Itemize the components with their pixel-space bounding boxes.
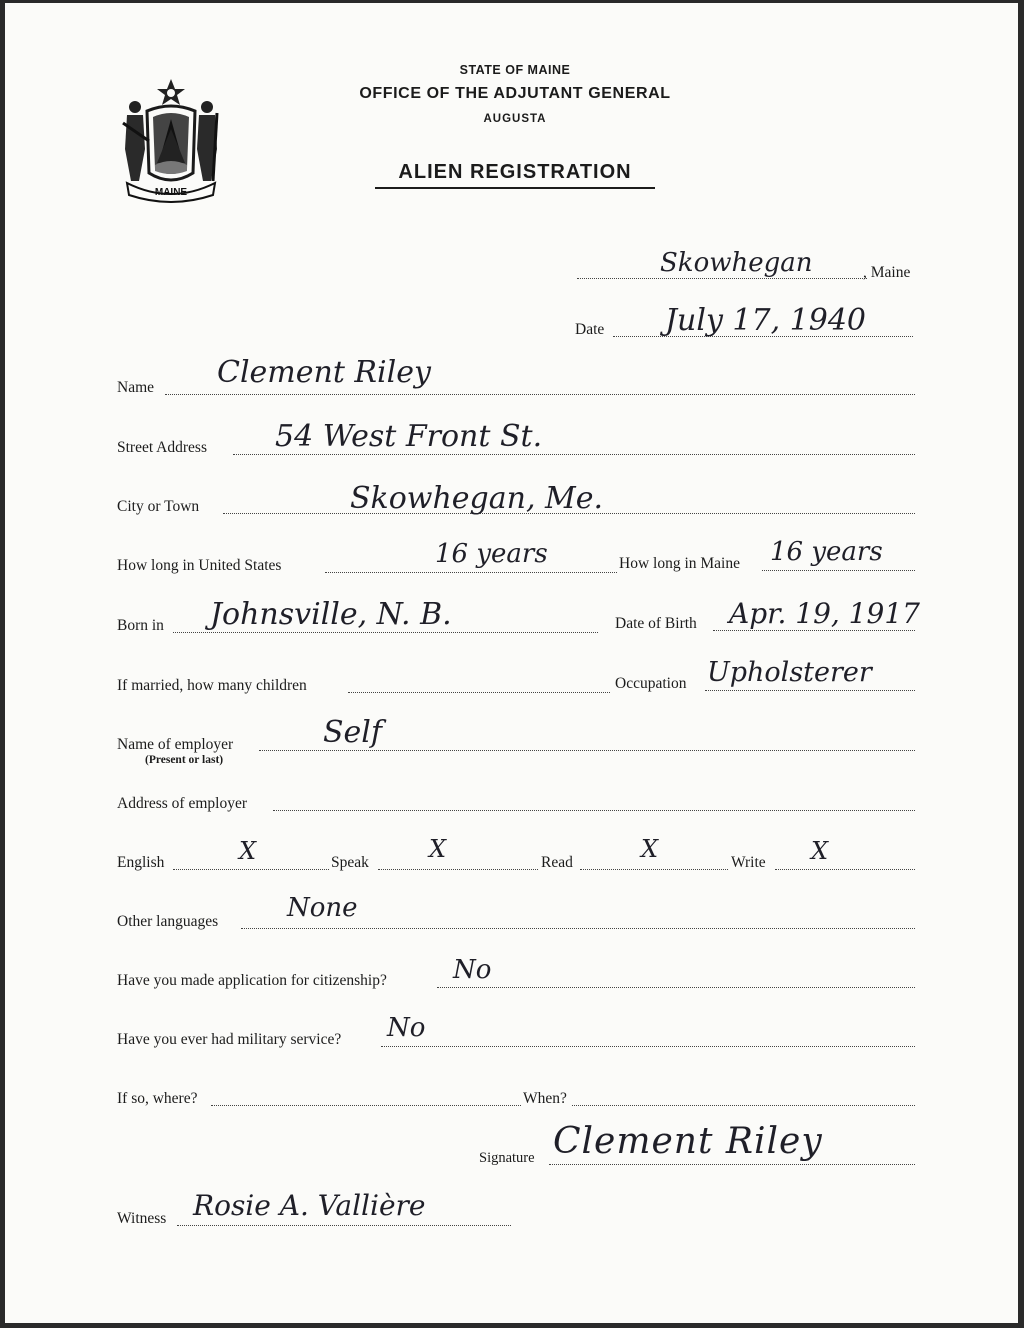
military-field[interactable]: No [387,1013,426,1043]
when-dotted-line [572,1105,915,1106]
witness-dotted-line [177,1225,511,1226]
dob-field[interactable]: Apr. 19, 1917 [729,597,920,630]
name-field[interactable]: Clement Riley [217,355,431,390]
place-dotted-line [577,278,867,279]
employer-sublabel: (Present or last) [145,754,224,766]
name-dotted-line [165,394,915,395]
title-underline [375,187,655,189]
form-title: ALIEN REGISTRATION [398,161,632,183]
read-label: Read [541,854,573,871]
military-dotted-line [381,1046,915,1047]
place-field[interactable]: Skowhegan [660,248,813,278]
other-languages-field[interactable]: None [287,893,358,923]
english-dotted-line [173,869,329,870]
how-long-us-field[interactable]: 16 years [435,539,548,569]
city-field[interactable]: Skowhegan, Me. [350,481,604,516]
speak-field[interactable]: X [429,835,447,863]
other-languages-label: Other languages [117,913,219,930]
write-dotted-line [775,869,915,870]
speak-dotted-line [378,869,538,870]
seal-banner-text: MAINE [154,187,188,198]
read-dotted-line [580,869,728,870]
born-label: Born in [117,617,164,634]
write-label: Write [731,854,766,871]
dob-dotted-line [713,630,915,631]
born-dotted-line [173,632,598,633]
how-long-maine-dotted-line [762,570,915,571]
name-label: Name [117,379,155,396]
where-dotted-line [211,1105,521,1106]
employer-label: Name of employer [117,736,234,753]
street-label: Street Address [117,439,207,456]
header-state: STATE OF MAINE [459,63,571,77]
witness-label: Witness [117,1210,167,1227]
occupation-label: Occupation [615,675,687,692]
speak-label: Speak [331,854,369,871]
registration-form-page [5,3,1018,1323]
city-label: City or Town [117,498,200,515]
street-dotted-line [233,454,915,455]
occupation-field[interactable]: Upholsterer [707,657,872,688]
citizenship-label: Have you made application for citizenship? [117,972,387,989]
how-long-us-dotted-line [325,572,617,573]
citizenship-dotted-line [437,987,915,988]
how-long-maine-field[interactable]: 16 years [770,537,883,567]
how-long-maine-label: How long in Maine [619,555,740,572]
write-field[interactable]: X [811,837,829,865]
dob-label: Date of Birth [615,615,697,632]
date-label: Date [575,321,605,338]
read-field[interactable]: X [641,835,659,863]
where-label: If so, where? [117,1090,198,1107]
how-long-us-label: How long in United States [117,557,282,574]
children-label: If married, how many children [117,677,307,694]
other-languages-dotted-line [241,928,915,929]
english-label: English [117,854,165,871]
header-office: OFFICE OF THE ADJUTANT GENERAL [359,85,671,102]
citizenship-field[interactable]: No [453,955,492,985]
signature-field[interactable]: Clement Riley [553,1121,823,1162]
children-dotted-line [348,692,610,693]
street-field[interactable]: 54 West Front St. [275,419,543,454]
employer-dotted-line [259,750,915,751]
place-suffix-label: , Maine [863,264,911,281]
born-field[interactable]: Johnsville, N. B. [210,597,452,632]
occupation-dotted-line [705,690,915,691]
military-label: Have you ever had military service? [117,1031,342,1048]
when-label: When? [523,1090,567,1107]
employer-address-label: Address of employer [117,795,247,812]
witness-field[interactable]: Rosie A. Vallière [193,1189,426,1222]
date-field[interactable]: July 17, 1940 [665,303,867,338]
signature-label: Signature [479,1150,535,1166]
employer-address-dotted-line [273,810,915,811]
employer-field[interactable]: Self [323,715,383,750]
state-seal-icon [117,77,225,203]
english-field[interactable]: X [239,837,257,865]
header-city: AUGUSTA [483,113,547,125]
signature-dotted-line [549,1164,915,1165]
